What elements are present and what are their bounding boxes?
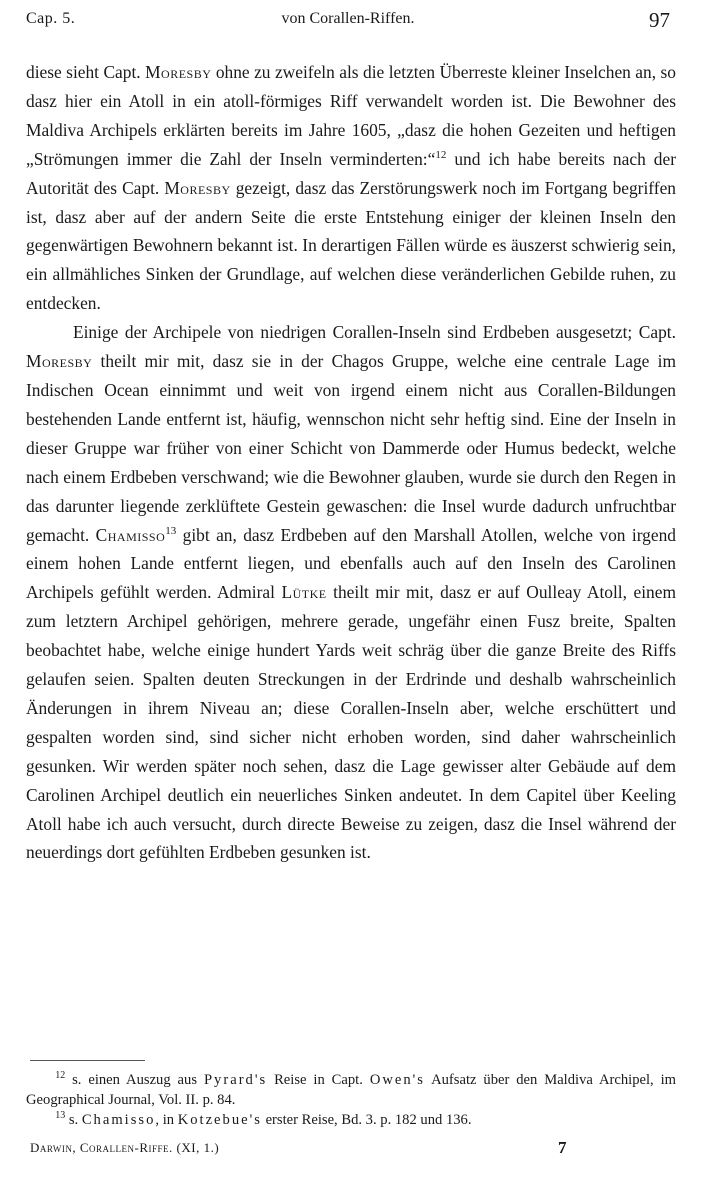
running-header	[26, 8, 670, 38]
paragraph	[26, 58, 676, 318]
printer-signature	[30, 1140, 590, 1160]
text-run: gibt an, dasz Erdbeben auf den Marshall Atollen, welche von irgend einem hohen Lande entfernt liegen, und ebenfalls auch auf den Inseln des Carolinen Archipels gefühlt werden. Admiral	[26, 524, 676, 603]
page-number: 97	[649, 8, 670, 32]
text-run: Aufsatz über den Maldiva Archipel, im Geographical Journal, Vol. II. p. 84.	[26, 1072, 676, 1108]
footnote-number: 13	[55, 1110, 66, 1122]
name-moresby: Moresby	[164, 177, 231, 198]
footnotes	[26, 1070, 676, 1130]
footnote-ref-12: 12	[435, 148, 447, 161]
text-run: s.	[65, 1112, 82, 1128]
signature-mark: 7	[558, 1138, 567, 1157]
running-title: von Corallen-Riffen.	[281, 10, 415, 27]
text-run: diese sieht Capt.	[26, 62, 146, 82]
chapter-label: Cap. 5.	[26, 10, 76, 27]
text-run: und ich habe bereits nach der Autorität des Capt.	[26, 148, 676, 198]
paragraph	[26, 318, 676, 867]
footnote-divider	[30, 1060, 145, 1061]
name-owen: Owen's	[369, 1072, 425, 1088]
signature-text: Darwin, Corallen-Riffe. (XI, 1.)	[30, 1140, 220, 1155]
name-kotzebue: Kotzebue's	[177, 1112, 262, 1128]
text-run: s. einen Auszug aus	[65, 1072, 204, 1088]
text-run: theilt mir mit, dasz er auf Oulleay Atoll, einem zum letztern Archipel gehörigen, mehrere gerade, ungefähr einen Fusz breite, Spalten beobachtet habe, welche einige hundert Yards weit schräg über die ganze Breite des Riffs gelaufen seien. Spalten deuten Streckungen in der Erdrinde und deshalb wahrscheinlich Änderungen in ihrem Niveau an; diese Corallen-Inseln aber, welche erschüttert und gespalten worden sind, sind sicher nicht erhoben worden, sind daher wahrscheinlich gesunken. Wir werden später noch sehen, dasz die Lage gewisser alter Gebäude auf dem Carolinen Archipel deutlich ein neuerliches Sinken andeutet. In dem Capitel über Keeling Atoll habe ich auch versucht, durch directe Beweise zu zeigen, dasz die Insel während der neuerdings dort gefühlten Erdbeben gesunken ist.	[26, 582, 676, 863]
footnote-13	[26, 1110, 676, 1130]
name-luetke: Lütke	[281, 582, 327, 603]
text-run: Reise in Capt.	[267, 1072, 370, 1088]
text-run: theilt mir mit, dasz sie in der Chagos Gruppe, welche eine centrale Lage im Indischen Ocean einnimmt und weit von irgend einem nicht aus Corallen-Bildungen bestehenden Lande entfernt ist, häufig, wennschon nicht sehr heftig sind. Eine der Inseln in dieser Gruppe war früher von einer Schicht von Dammerde oder Humus bedeckt, welche nach einem Erdbeben verschwand; wie die Bewohner glauben, wurde sie durch den Regen in das darunter liegende zerklüftete Gestein gewaschen: die Insel wurde dadurch unfruchtbar gemacht.	[26, 351, 676, 545]
main-text	[26, 58, 676, 867]
text-run: ohne zu zweifeln als die letzten Überreste kleiner Inselchen an, so dasz hier ein Atoll in ein atoll-förmiges Riff verwandelt worden ist. Die Bewohner des Maldiva Archipels erklärten bereits im Jahre 1605, „dasz die hohen Gezeiten und heftigen „Strömungen immer die Zahl der Inseln verminderten:“	[26, 62, 676, 169]
text-run: Einige der Archipele von niedrigen Corallen-Inseln sind Erdbeben ausgesetzt; Capt.	[72, 322, 676, 343]
footnote-ref-13: 13	[165, 524, 177, 537]
footnote-number: 12	[55, 1070, 66, 1082]
name-moresby: Moresby	[26, 351, 93, 372]
name-moresby: Moresby	[145, 62, 212, 82]
name-chamisso: Chamisso	[81, 1112, 156, 1128]
text-run: gezeigt, dasz das Zerstörungswerk noch im Fortgang begriffen ist, dasz aber auf der andern Seite die erste Entstehung einiger der kleinen Inseln den gegenwärtigen Bewohnern bekannt ist. In derartigen Fällen würde es äuszerst schwierig sein, ein allmähliches Sinken der Grundlage, auf welchen diese veränderlichen Gebilde ruhen, zu entdecken.	[26, 177, 676, 314]
text-run: , in	[155, 1112, 178, 1128]
name-pyrard: Pyrard's	[203, 1072, 268, 1088]
text-run: erster Reise, Bd. 3. p. 182 und 136.	[261, 1112, 472, 1128]
footnote-12	[26, 1070, 676, 1110]
name-chamisso: Chamisso	[95, 524, 166, 545]
